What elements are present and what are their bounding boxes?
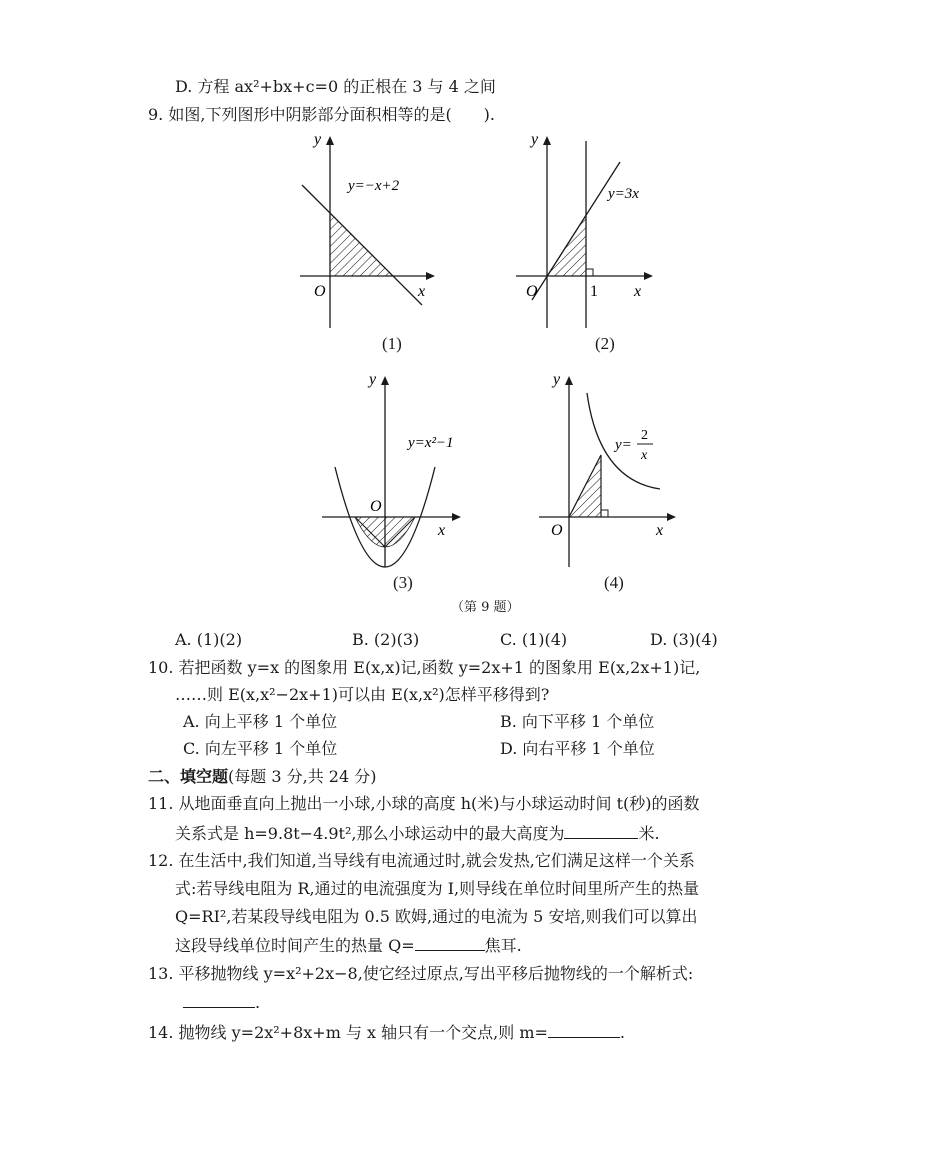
y-label: y: [369, 371, 377, 388]
graph-4-caption: (4): [604, 573, 624, 592]
q12-line-1: 12. 在生活中,我们知道,当导线有电流通过时,就会发热,它们满足这样一个关系: [148, 851, 695, 870]
y-label: y: [314, 131, 322, 148]
graph-1: [290, 125, 450, 335]
y-axis-arrow: [543, 136, 551, 145]
section-heading: [148, 766, 376, 788]
q14-answer-blank[interactable]: [548, 1021, 620, 1038]
q10-line-1: 10. 若把函数 y=x 的图象用 E(x,x)记,函数 y=2x+1 的图象用 E(x,2x+1)记,: [148, 658, 701, 677]
q12-unit: 焦耳.: [484, 936, 522, 955]
q12-line-3: Q=RI²,若某段导线电阻为 0.5 欧姆,通过的电流为 5 安培,则我们可以算出: [175, 907, 698, 926]
graph-4: [535, 365, 685, 570]
x-label: x: [438, 522, 446, 539]
graph-1-caption: (1): [382, 334, 402, 353]
q12-line-2: 式:若导线电阻为 R,通过的电流强度为 I,则导线在单位时间里所产生的热量: [175, 879, 700, 898]
q13-answer-blank[interactable]: [183, 991, 255, 1008]
q9-option-b: B. (2)(3): [352, 630, 420, 649]
shaded-region: [355, 517, 415, 547]
x-label: x: [634, 283, 642, 300]
q11-line-1: 11. 从地面垂直向上抛出一小球,小球的高度 h(米)与小球运动时间 t(秒)的函数: [148, 794, 700, 813]
function-line: [532, 162, 620, 300]
y-label: y: [531, 131, 539, 148]
y-label: y: [553, 371, 561, 388]
y-axis-arrow: [381, 376, 389, 385]
y-axis-arrow: [565, 376, 573, 385]
q8-option-d: D. 方程 ax²+bx+c=0 的正根在 3 与 4 之间: [175, 77, 496, 96]
right-angle-mark: [586, 269, 593, 276]
function-label-denominator: x: [641, 448, 648, 463]
x-axis-arrow: [426, 272, 435, 280]
x-label: x: [656, 522, 664, 539]
q9-option-c: C. (1)(4): [500, 630, 568, 649]
q10-line-2: ……则 E(x,x²−2x+1)可以由 E(x,x²)怎样平移得到?: [175, 685, 550, 704]
q10-option-b: B. 向下平移 1 个单位: [500, 712, 655, 731]
origin-label: O: [526, 283, 538, 300]
q9-stem: 9. 如图,下列图形中阴影部分面积相等的是( ).: [148, 105, 496, 124]
q10-option-c: C. 向左平移 1 个单位: [183, 739, 338, 758]
q13-end: .: [255, 993, 261, 1012]
q12-text: 这段导线单位时间产生的热量 Q=: [175, 936, 415, 955]
section-title: 二、填空题: [148, 767, 229, 786]
q14-end: .: [619, 1023, 625, 1042]
right-angle-mark: [601, 510, 608, 517]
q12-line-4: [175, 934, 522, 957]
q10-option-d: D. 向右平移 1 个单位: [500, 739, 655, 758]
function-label: y=−x+2: [348, 178, 400, 194]
function-label: y=3x: [608, 186, 639, 202]
graph-3: [318, 365, 478, 570]
q9-option-a: A. (1)(2): [175, 630, 243, 649]
function-label-prefix: y=: [615, 437, 632, 453]
function-label: y=x²−1: [408, 435, 454, 451]
y-axis-arrow: [326, 136, 334, 145]
q14-line-1: [148, 1021, 625, 1044]
origin-label: O: [551, 522, 563, 539]
section-note: (每题 3 分,共 24 分): [228, 767, 377, 786]
graph-2-caption: (2): [595, 334, 615, 353]
origin-label: O: [314, 283, 326, 300]
origin-label: O: [370, 498, 382, 515]
q9-option-d: D. (3)(4): [650, 630, 718, 649]
graph-3-caption: (3): [393, 573, 413, 592]
q13-line-2: [183, 991, 260, 1014]
graph-2: [510, 125, 660, 335]
q10-option-a: A. 向上平移 1 个单位: [183, 712, 338, 731]
q14-text: 14. 抛物线 y=2x²+8x+m 与 x 轴只有一个交点,则 m=: [148, 1023, 548, 1042]
q11-line-2: [175, 822, 660, 845]
q11-unit: 米.: [638, 824, 660, 843]
x-label: x: [418, 283, 426, 300]
q13-line-1: 13. 平移抛物线 y=x²+2x−8,使它经过原点,写出平移后抛物线的一个解析式:: [148, 964, 694, 983]
tick-label-1: 1: [590, 283, 598, 300]
figure-caption: （第 9 题）: [451, 600, 520, 615]
x-axis-arrow: [644, 272, 653, 280]
function-label-numerator: 2: [641, 428, 648, 443]
x-axis-arrow: [667, 513, 676, 521]
q11-answer-blank[interactable]: [564, 822, 638, 839]
q12-answer-blank[interactable]: [415, 934, 485, 951]
x-axis-arrow: [452, 513, 461, 521]
q11-text: 关系式是 h=9.8t−4.9t²,那么小球运动中的最大高度为: [175, 824, 565, 843]
